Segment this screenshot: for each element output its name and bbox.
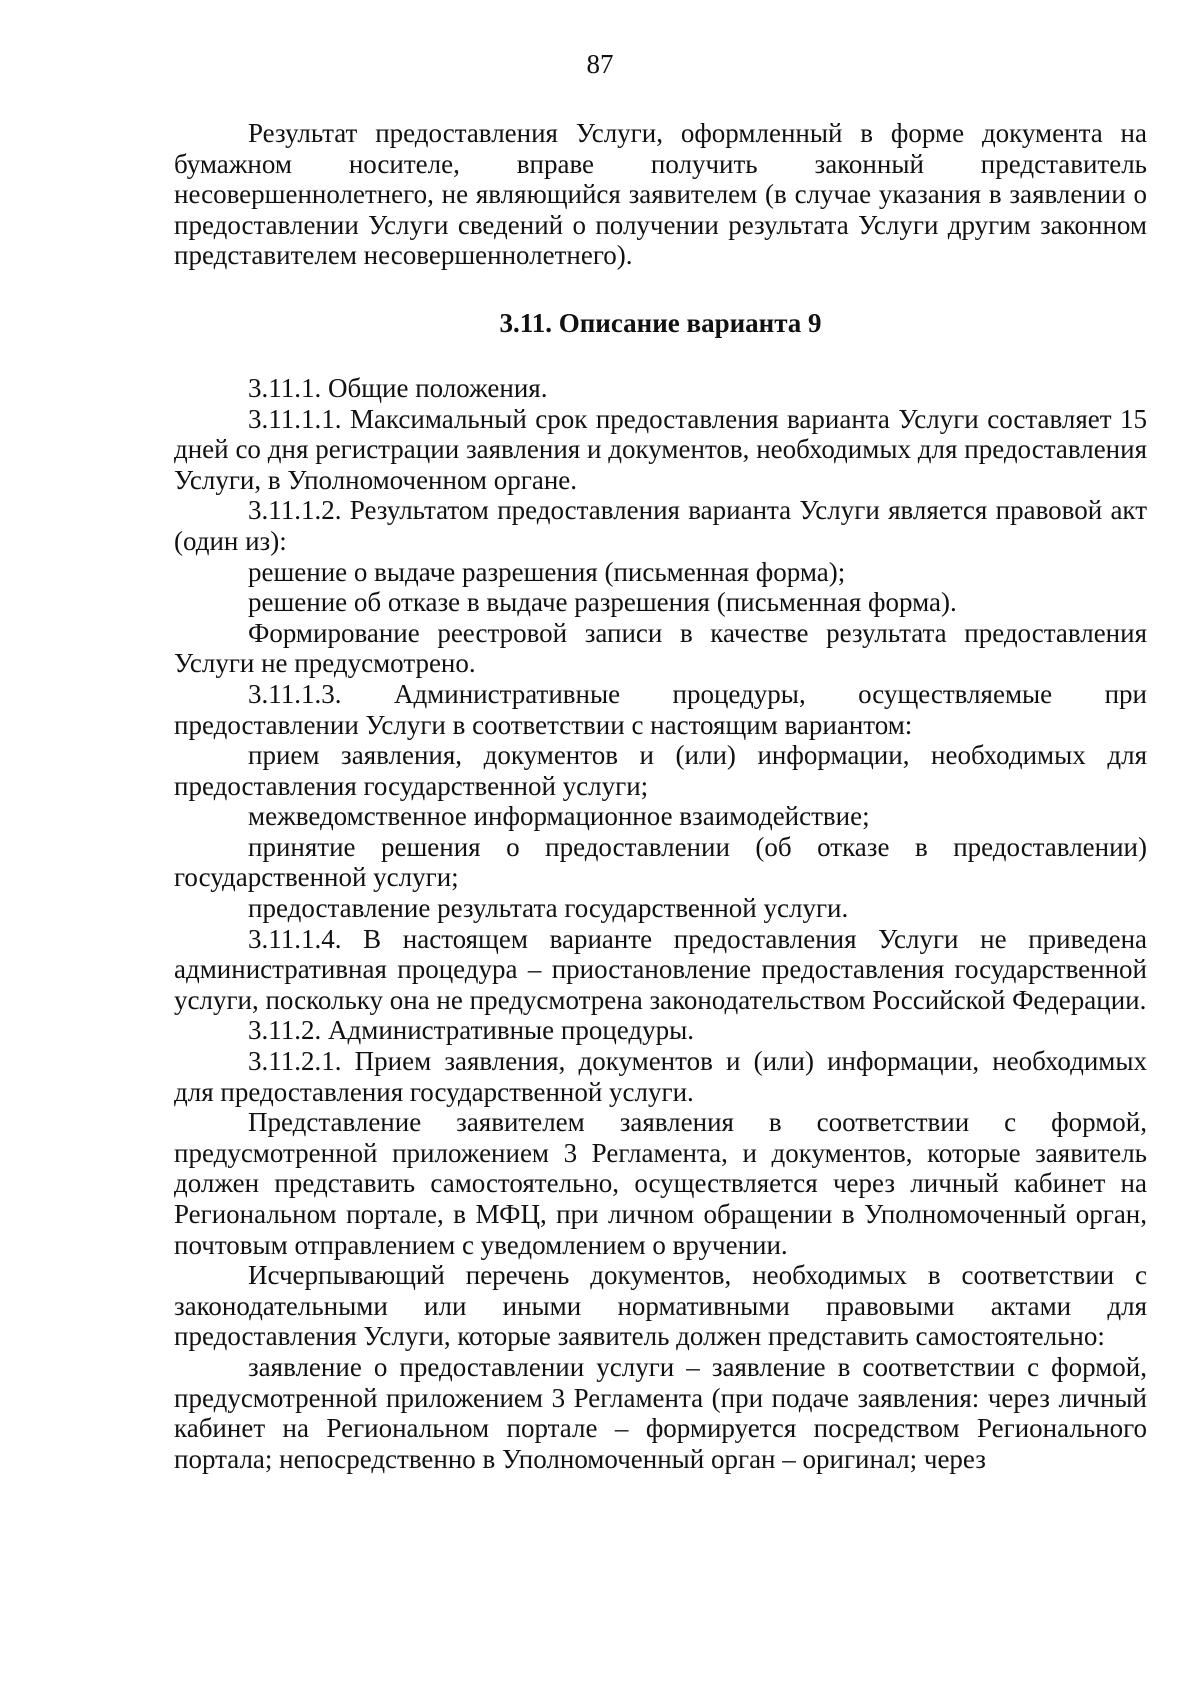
list-item-decision-grant: решение о выдаче разрешения (письменная форма); [248,556,846,587]
paragraph-3-11-2: 3.11.2. Административные процедуры. [248,1015,695,1046]
section-heading: 3.11. Описание варианта 9 [499,307,822,338]
paragraph-3-11-2-1: 3.11.2.1. Прием заявления, документов и (или) информации, необходимых для предоставления государственной услуги. [174,1046,1147,1107]
paragraph-result-paper: Результат предоставления Услуги, оформленный в форме документа на бумажном носителе, вправе получить законный представитель несовершеннолетнего, не являющийся заявителем (в случае указания в заявлении о предоставлении Услуги сведений о получении результата Услуги другим законном представителем несовершеннолетнего). [174,118,1147,271]
paragraph-submission-channels: Представление заявителем заявления в соответствии с формой, предусмотренной приложением 3 Регламента, и документов, которые заявитель должен представить самостоятельно, осуществляется через личный кабинет на Региональном портале, в МФЦ, при личном обращении в Уполномоченный орган, почтовым отправлением с уведомлением о вручении. [174,1107,1147,1260]
paragraph-registry-record: Формирование реестровой записи в качестве результата предоставления Услуги не предусмотрено. [174,617,1147,679]
page-number: 87 [586,49,614,79]
paragraph-3-11-1-2: 3.11.1.2. Результатом предоставления варианта Услуги является правовой акт (один из): [174,495,1147,556]
paragraph-3-11-1-3: 3.11.1.3. Административные процедуры, осуществляемые при предоставлении Услуги в соответствии с настоящим вариантом: [174,678,1147,740]
paragraph-3-11-1-4: 3.11.1.4. В настоящем варианте предоставления Услуги не приведена административная процедура – приостановление предоставления государственной услуги, поскольку она не предусмотрена законодательством Российской Федерации. [174,923,1147,1015]
list-item-procedure-result: предоставление результата государственной услуги. [248,893,849,924]
document-body [174,118,1147,1474]
paragraph-3-11-1: 3.11.1. Общие положения. [248,372,548,403]
paragraph-required-documents: Исчерпывающий перечень документов, необходимых в соответствии с законодательными или иными нормативными правовыми актами для предоставления Услуги, которые заявитель должен представить самостоятельно: [174,1260,1147,1352]
list-item-decision-refuse: решение об отказе в выдаче разрешения (письменная форма). [248,587,957,618]
list-item-procedure-decision: принятие решения о предоставлении (об отказе в предоставлении) государственной услуги; [174,831,1147,893]
list-item-procedure-interagency: межведомственное информационное взаимодействие; [248,801,870,832]
paragraph-application-form: заявление о предоставлении услуги – заявление в соответствии с формой, предусмотренной приложением 3 Регламента (при подаче заявления: через личный кабинет на Региональном портале – формируется посредством Регионального портала; непосредственно в Уполномоченный орган – оригинал; через [174,1351,1147,1474]
paragraph-3-11-1-1: 3.11.1.1. Максимальный срок предоставления варианта Услуги составляет 15 дней со дня регистрации заявления и документов, необходимых для предоставления Услуги, в Уполномоченном органе. [174,403,1147,495]
list-item-procedure-intake: прием заявления, документов и (или) информации, необходимых для предоставления государственной услуги; [174,740,1147,801]
